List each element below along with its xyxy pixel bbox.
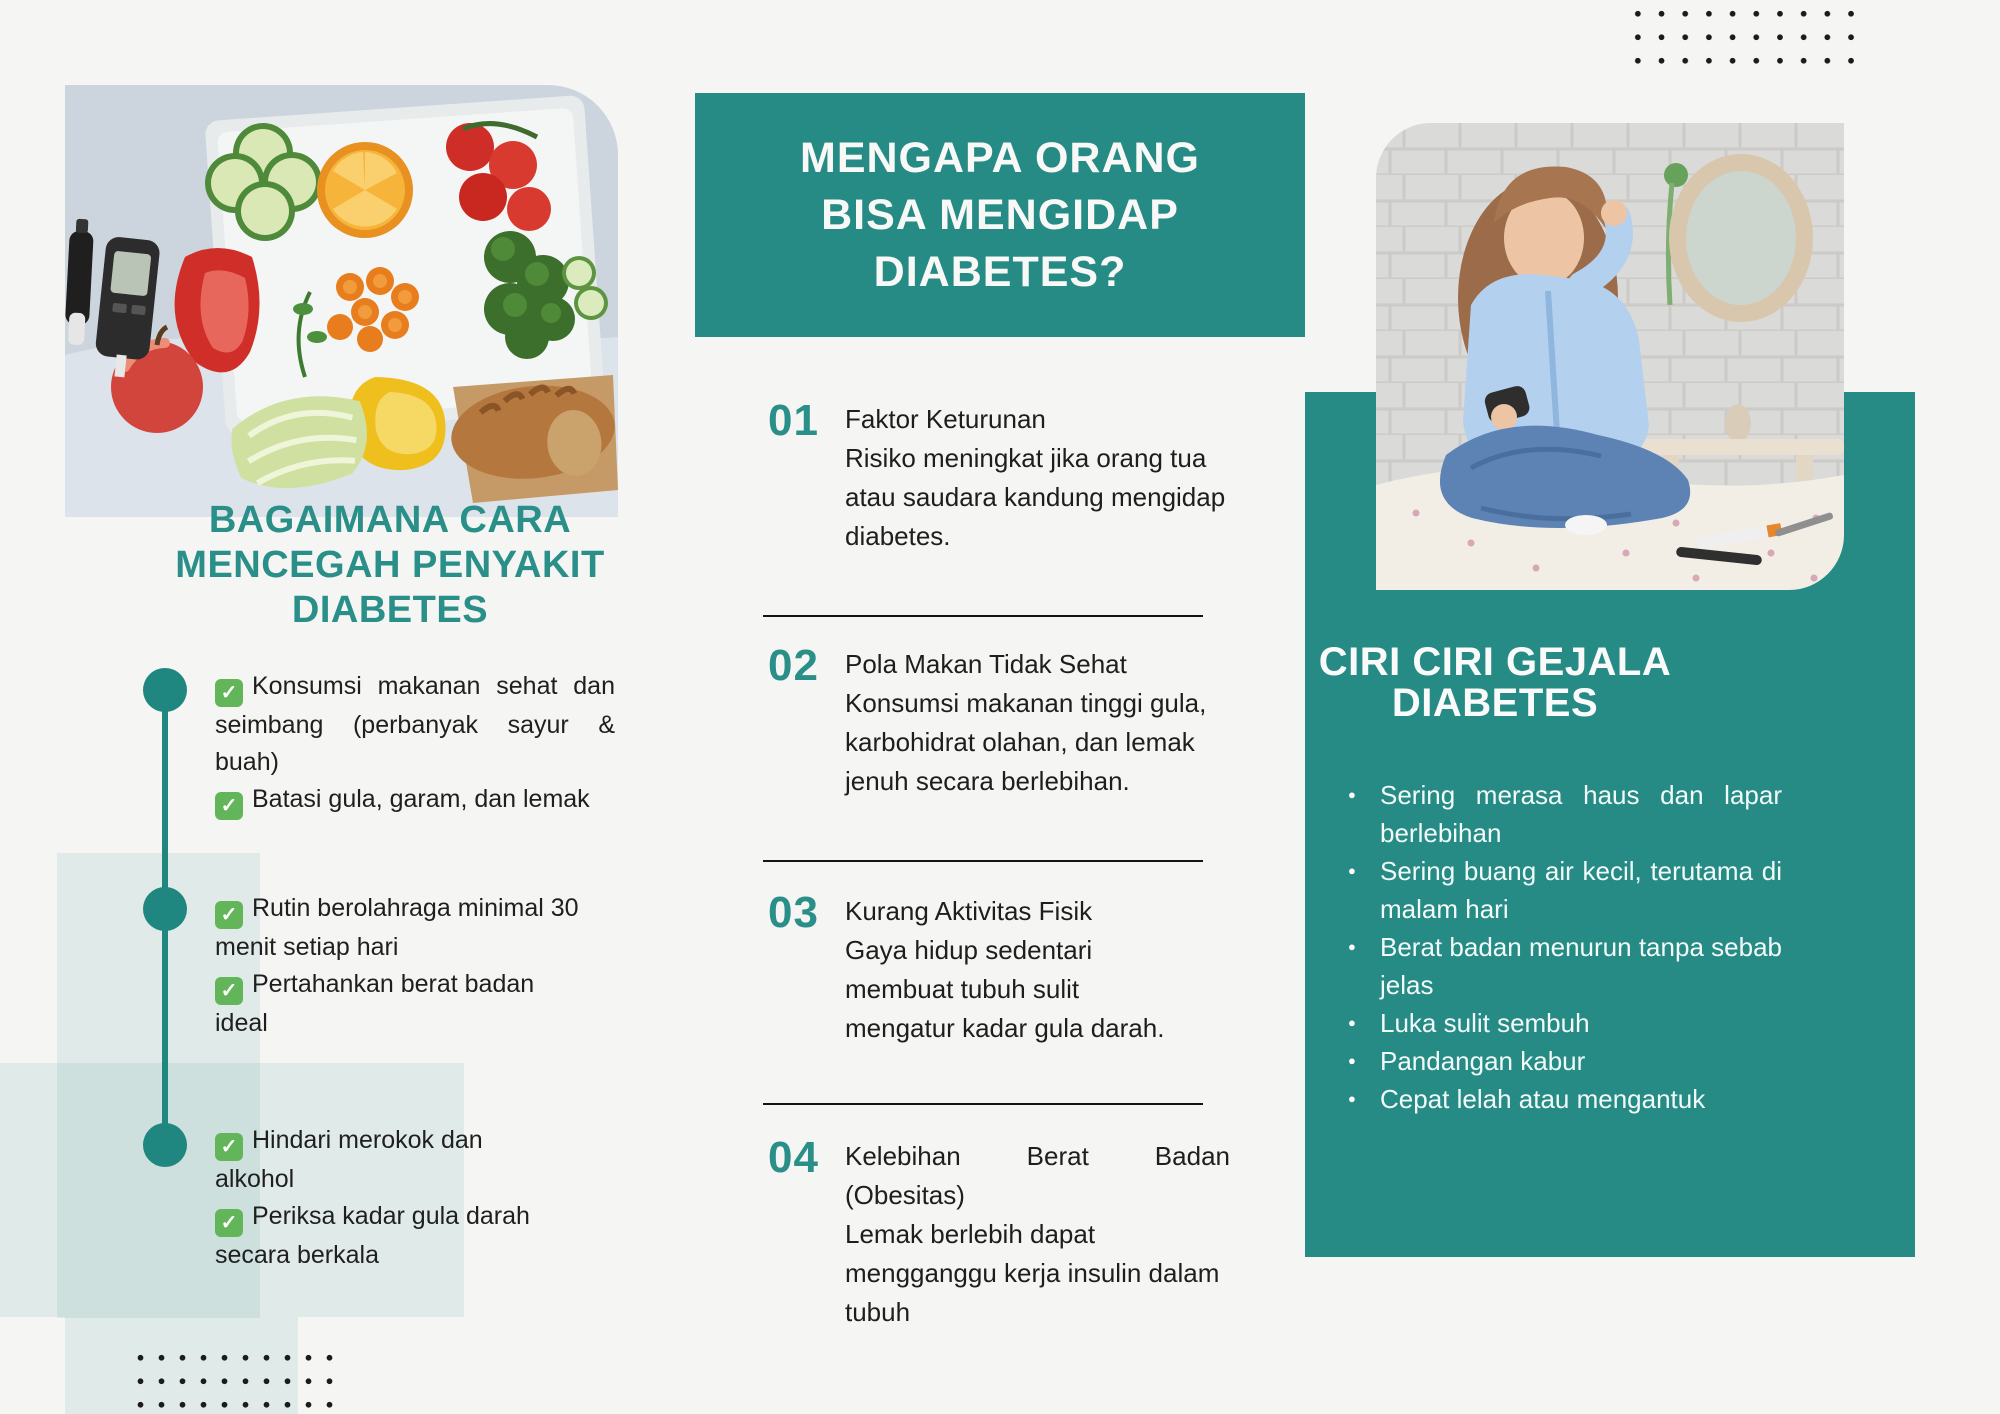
bullet-icon: ● (1348, 1091, 1356, 1106)
bullet-icon: ● (1348, 1015, 1356, 1030)
prevention-text: Pertahankan berat badan ideal (215, 970, 535, 1037)
symptom-item: ● Luka sulit sembuh (1342, 1004, 1782, 1042)
prevention-item-2 (215, 890, 590, 1042)
cause-item-3 (768, 888, 1190, 1048)
left-section-title: BAGAIMANA CARA MENCEGAH PENYAKIT DIABETES (175, 499, 605, 631)
cause-body: Gaya hidup sedentari membuat tubuh sulit mengatur kadar gula darah. (845, 935, 1165, 1043)
check-icon: ✓ (215, 1133, 243, 1161)
divider (763, 860, 1203, 862)
symptom-item: ● Sering merasa haus dan lapar berlebihan (1342, 776, 1782, 852)
healthy-food-photo (65, 85, 618, 517)
causes-title: MENGAPA ORANG BISA MENGIDAP DIABETES? (800, 133, 1200, 296)
woman-checking-glucose-photo (1376, 123, 1844, 590)
prevention-text: Rutin berolahraga minimal 30 menit setiap hari (215, 894, 579, 961)
causes-header-banner (695, 93, 1305, 337)
dots-pattern-top-right (1626, 2, 1863, 73)
bullet-icon: ● (1348, 863, 1356, 878)
check-icon: ✓ (215, 1209, 243, 1237)
cause-body: Konsumsi makanan tinggi gula, karbohidrat olahan, dan lemak jenuh secara berlebihan. (845, 688, 1207, 796)
check-icon: ✓ (215, 977, 243, 1005)
cause-number: 04 (768, 1133, 819, 1182)
dots-pattern-bottom-left (130, 1346, 341, 1414)
symptom-item: ● Cepat lelah atau mengantuk (1342, 1080, 1782, 1118)
cause-item-4 (768, 1133, 1230, 1332)
timeline-dot (143, 1123, 187, 1167)
symptom-item: ● Sering buang air kecil, terutama di malam hari (1342, 852, 1782, 928)
symptoms-list (1342, 776, 1782, 1118)
cause-number: 01 (768, 396, 819, 445)
timeline-dot (143, 887, 187, 931)
cause-title-line2: (Obesitas) (845, 1180, 965, 1210)
prevention-text: Konsumsi makanan sehat dan seimbang (perbanyak sayur & buah) (215, 672, 615, 776)
prevention-text: Hindari merokok dan alkohol (215, 1126, 483, 1193)
cause-body: Risiko meningkat jika orang tua atau saudara kandung mengidap diabetes. (845, 443, 1226, 551)
healthy-food-illustration (65, 85, 618, 517)
check-icon: ✓ (215, 901, 243, 929)
cause-body: Lemak berlebih dapat mengganggu kerja insulin dalam tubuh (845, 1219, 1220, 1327)
bullet-icon: ● (1348, 787, 1356, 802)
cause-item-2 (768, 641, 1230, 801)
prevention-text: Periksa kadar gula darah secara berkala (215, 1202, 530, 1269)
check-icon: ✓ (215, 679, 243, 707)
bullet-icon: ● (1348, 1053, 1356, 1068)
cause-title: Kurang Aktivitas Fisik (845, 896, 1093, 926)
timeline-dot (143, 668, 187, 712)
cause-title: Faktor Keturunan (845, 404, 1046, 434)
symptom-item: ● Berat badan menurun tanpa sebab jelas (1342, 928, 1782, 1004)
cause-title: Kelebihan Berat Badan (845, 1141, 1230, 1171)
cause-number: 02 (768, 641, 819, 690)
prevention-item-3 (215, 1122, 565, 1274)
prevention-text: Batasi gula, garam, dan lemak (252, 785, 590, 813)
mirror (1669, 154, 1813, 322)
cause-number: 03 (768, 888, 819, 937)
cause-title: Pola Makan Tidak Sehat (845, 649, 1127, 679)
check-icon: ✓ (215, 792, 243, 820)
woman-illustration (1376, 123, 1844, 590)
divider (763, 1103, 1203, 1105)
bullet-icon: ● (1348, 939, 1356, 954)
cause-item-1 (768, 396, 1230, 556)
orange-slice (317, 142, 413, 238)
symptom-item: ● Pandangan kabur (1342, 1042, 1782, 1080)
divider (763, 615, 1203, 617)
symptoms-title: CIRI CIRI GEJALA DIABETES (1318, 640, 1672, 725)
prevention-item-1 (215, 668, 615, 820)
